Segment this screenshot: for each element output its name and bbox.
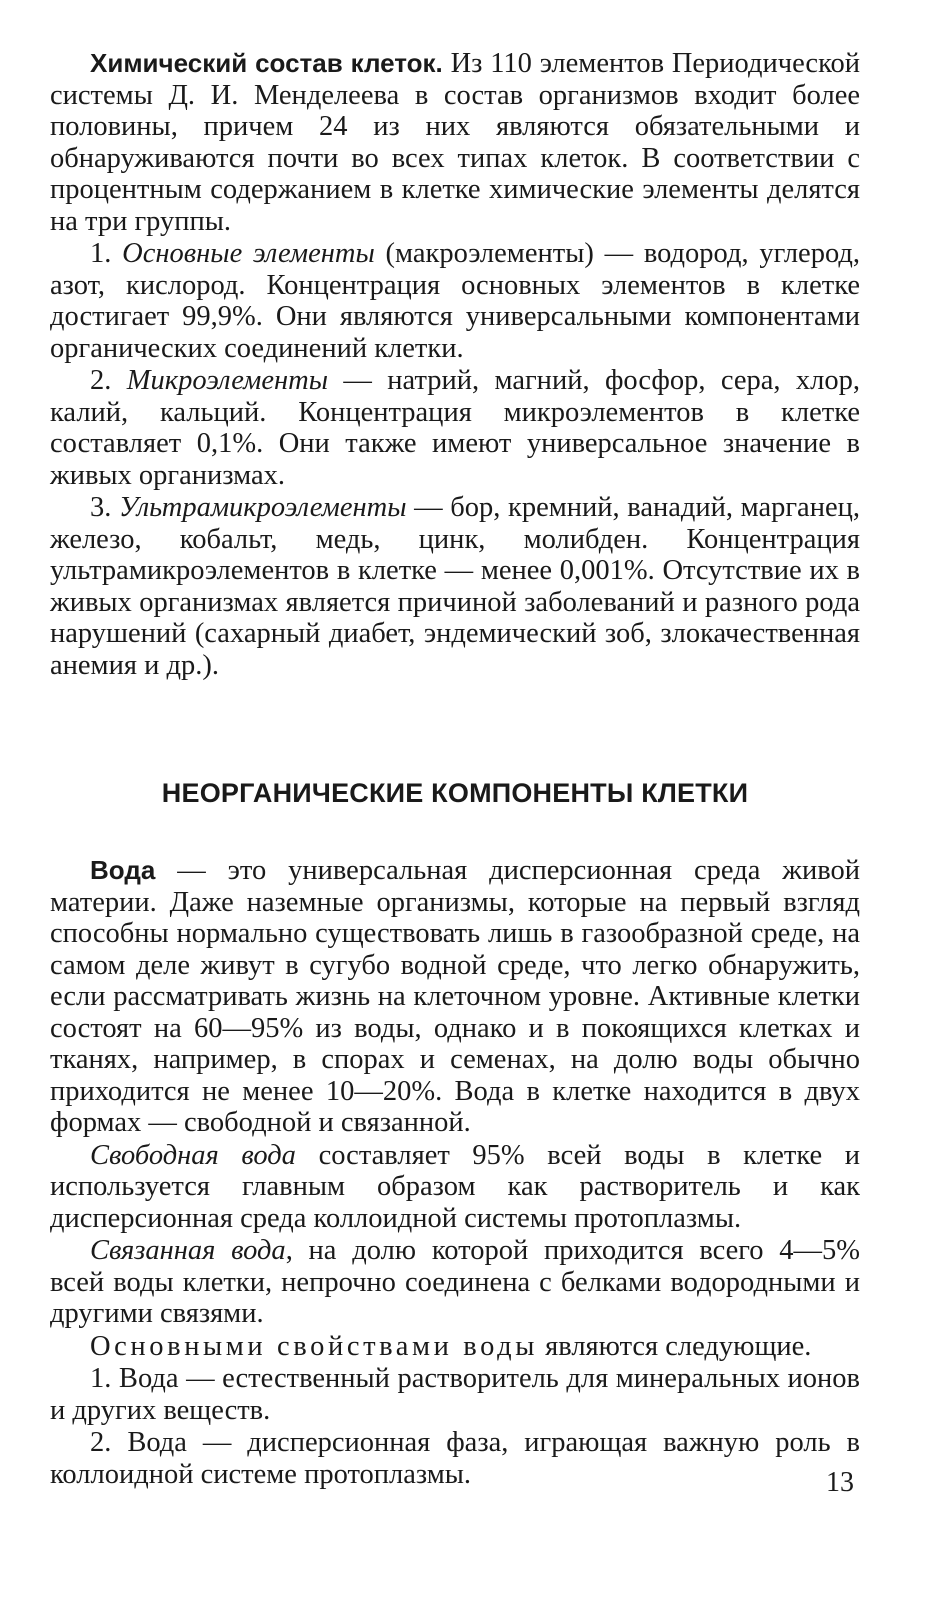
term-bound-water: Связанная вода xyxy=(90,1235,286,1266)
free-water-text: составляет 95% всей воды в клетке и используется главным образом как растворитель и как дисперсионная среда коллоидной системы протоплазмы. xyxy=(50,1139,860,1234)
item-text: — натрий, магний, фосфор, сера, хлор, калий, кальций. Концентрация микроэлементов в клетке составляет 0,1%. Они также имеют универсальное значение в живых организмах. xyxy=(50,365,860,491)
term-microelements: Микроэлементы xyxy=(126,365,329,396)
intro-text: Из 110 элементов Периодической системы Д. И. Менделеева в состав организмов входит более половины, причем 24 из них являются обязательными и обнаруживаются почти во всех типах клеток. В соответствии с процентным содержанием в клетке химические элементы делятся на три группы. xyxy=(50,48,860,237)
list-item-solvent: 1. Вода — естественный растворитель для минеральных ионов и других веществ. xyxy=(50,1363,860,1426)
paragraph-properties xyxy=(50,1331,860,1363)
bound-water-text: , на долю которой приходится всего 4—5% всей воды клетки, непрочно соединена с белками водородными и другими связями. xyxy=(50,1235,860,1329)
list-item-ultramicroelements xyxy=(50,492,860,681)
paragraph-bound-water xyxy=(50,1235,860,1330)
term-properties: Основными свойствами воды xyxy=(90,1330,539,1362)
page-body xyxy=(50,48,860,1490)
item-number: 3. xyxy=(90,492,119,523)
term-macroelements: Основные элементы xyxy=(122,238,375,269)
item-text: (макроэлементы) — водород, углерод, азот, кислород. Концентрация основных элементов в клетке достигает 99,9%. Они являются универсальными компонентами органических соединений клетки. xyxy=(50,238,861,364)
section-inorganic-components xyxy=(50,855,860,1490)
term-free-water: Свободная вода xyxy=(90,1139,296,1171)
item-number: 1. xyxy=(90,238,123,269)
term-ultramicroelements: Ультрамикроэлементы xyxy=(118,492,407,523)
properties-text: являются следующие. xyxy=(538,1330,812,1362)
paragraph-free-water xyxy=(50,1140,860,1235)
term-chemical-composition: Химический состав клеток. xyxy=(90,48,443,78)
section-chemical-composition xyxy=(50,48,860,681)
list-item-microelements xyxy=(50,365,860,491)
paragraph-water xyxy=(50,855,860,1139)
paragraph-intro xyxy=(50,48,860,237)
page-number: 13 xyxy=(826,1467,854,1498)
item-text: — бор, кремний, ванадий, марганец, железо, кобальт, медь, цинк, молибден. Концентрация ультрамикроэлементов в клетке — менее 0,001%. Отсутствие их в живых организмах является причиной заболеваний и разного рода нарушений (сахарный диабет, эндемический зоб, злокачественная анемия и др.). xyxy=(50,492,860,681)
term-water: Вода xyxy=(90,855,156,885)
list-item-macroelements xyxy=(50,238,860,364)
water-text: — это универсальная дисперсионная среда живой материи. Даже наземные организмы, которые на первый взгляд способны нормально существовать лишь в газообразной среде, на самом деле живут в сугубо водной среде, что легко обнаружить, если рассматривать жизнь на клеточном уровне. Активные клетки состоят на 60—95% из воды, однако и в покоящихся клетках и тканях, например, в спорах и семенах, на долю воды обычно приходится не менее 10—20%. Вода в клетке находится в двух формах — свободной и связанной. xyxy=(50,855,860,1138)
list-item-dispersion-phase: 2. Вода — дисперсионная фаза, играющая важную роль в коллоидной системе протоплазмы. xyxy=(50,1427,860,1490)
item-number: 2. xyxy=(90,365,127,396)
section-heading: НЕОРГАНИЧЕСКИЕ КОМПОНЕНТЫ КЛЕТКИ xyxy=(161,778,749,808)
